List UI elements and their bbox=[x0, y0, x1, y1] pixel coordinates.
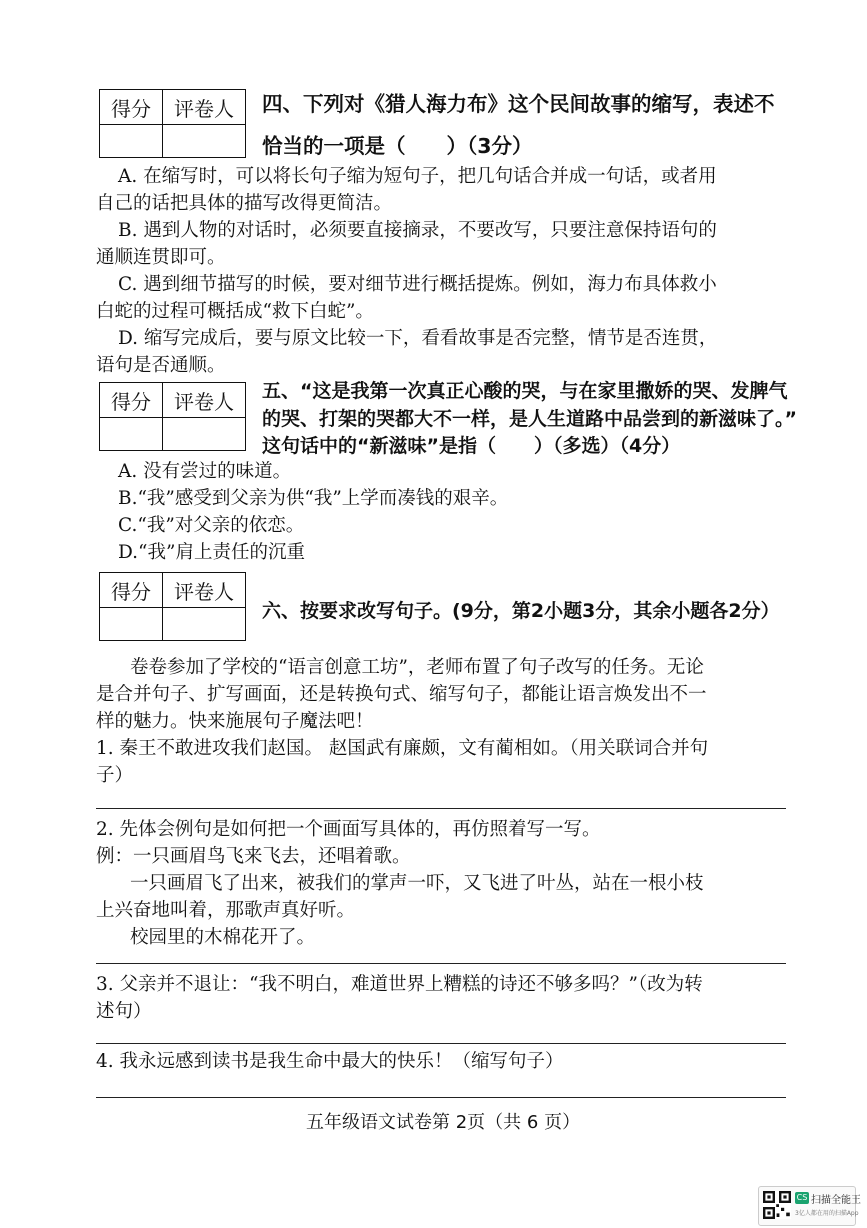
page-footer: 五年级语文试卷第 2页（共 6 页） bbox=[306, 1112, 581, 1133]
q4-line: 语句是否通顺。 bbox=[96, 355, 226, 376]
q6-item2-prompt: 校园里的木棉花开了。 bbox=[130, 927, 316, 948]
q6-item2-line: 上兴奋地叫着，那歌声真好听。 bbox=[96, 900, 356, 921]
grader-cell bbox=[163, 418, 246, 451]
q4-line: D. 缩写完成后，要与原文比较一下，看看故事是否完整，情节是否连贯， bbox=[118, 328, 718, 349]
q5-heading-line2: 的哭、打架的哭都大不一样，是人生道路中品尝到的新滋味了。” bbox=[262, 408, 797, 430]
q6-item2-line: 一只画眉飞了出来，被我们的掌声一吓，又飞进了叶丛，站在一根小枝 bbox=[130, 873, 704, 894]
score-box-q4 bbox=[99, 89, 246, 158]
q6-heading: 六、按要求改写句子。(9分，第2小题3分，其余小题各2分） bbox=[262, 600, 780, 622]
answer-line-3[interactable] bbox=[96, 1043, 786, 1044]
q4-heading-line1: 四、下列对《猎人海力布》这个民间故事的缩写，表述不 bbox=[262, 92, 775, 116]
q5-option-a: A. 没有尝过的味道。 bbox=[118, 461, 292, 482]
score-label: 得分 bbox=[100, 573, 163, 608]
grader-label: 评卷人 bbox=[163, 573, 246, 608]
score-box-q6 bbox=[99, 572, 246, 641]
score-box-q5 bbox=[99, 382, 246, 451]
q6-item2-line: 2. 先体会例句是如何把一个画面写具体的，再仿照着写一写。 bbox=[96, 819, 601, 840]
q4-line: C. 遇到细节描写的时候，要对细节进行概括提炼。例如，海力布具体救小 bbox=[118, 274, 717, 295]
q6-item4-line: 4. 我永远感到读书是我生命中最大的快乐！（缩写句子） bbox=[96, 1051, 564, 1072]
answer-line-2[interactable] bbox=[96, 963, 786, 964]
answer-line-4[interactable] bbox=[96, 1097, 786, 1098]
grader-cell bbox=[163, 125, 246, 158]
q5-option-c: C.“我”对父亲的依恋。 bbox=[118, 515, 305, 536]
q6-item2-example: 例：一只画眉鸟飞来飞去，还唱着歌。 bbox=[96, 846, 411, 867]
qr-code-icon bbox=[763, 1191, 791, 1219]
q6-item1-line: 子） bbox=[96, 765, 134, 786]
q4-line: A. 在缩写时，可以将长句子缩为短句子，把几句话合并成一句话，或者用 bbox=[118, 166, 717, 187]
q6-intro-line: 卷卷参加了学校的“语言创意工坊”，老师布置了句子改写的任务。无论 bbox=[130, 657, 704, 678]
q6-item3-line: 述句） bbox=[96, 1001, 152, 1022]
scanner-subtitle: 3亿人都在用的扫描App bbox=[795, 1210, 859, 1217]
score-label: 得分 bbox=[100, 383, 163, 418]
scanner-title: 扫描全能王 bbox=[811, 1195, 861, 1206]
score-cell bbox=[100, 608, 163, 641]
grader-label: 评卷人 bbox=[163, 383, 246, 418]
q5-heading-line3: 这句话中的“新滋味”是指（ ）（多选）（4分） bbox=[262, 435, 681, 457]
scanner-watermark bbox=[758, 1186, 861, 1226]
q6-item1-line: 1. 秦王不敢进攻我们赵国。 赵国武有廉颇，文有蔺相如。（用关联词合并句 bbox=[96, 738, 709, 759]
score-cell bbox=[100, 125, 163, 158]
q4-heading-line2: 恰当的一项是（ ）（3分） bbox=[262, 134, 533, 158]
q6-intro-line: 是合并句子、扩写画面，还是转换句式、缩写句子，都能让语言焕发出不一 bbox=[96, 684, 707, 705]
score-label: 得分 bbox=[100, 90, 163, 125]
q6-intro-line: 样的魅力。快来施展句子魔法吧！ bbox=[96, 711, 374, 732]
q4-line: 白蛇的过程可概括成“救下白蛇”。 bbox=[96, 301, 374, 322]
q4-line: 通顺连贯即可。 bbox=[96, 247, 226, 268]
grader-cell bbox=[163, 608, 246, 641]
q5-option-b: B.“我”感受到父亲为供“我”上学而凑钱的艰辛。 bbox=[118, 488, 509, 509]
score-cell bbox=[100, 418, 163, 451]
q6-item3-line: 3. 父亲并不退让：“我不明白，难道世界上糟糕的诗还不够多吗？”（改为转 bbox=[96, 974, 703, 995]
answer-line-1[interactable] bbox=[96, 808, 786, 809]
q4-line: 自己的话把具体的描写改得更简洁。 bbox=[96, 193, 393, 214]
q5-heading-line1: 五、“这是我第一次真正心酸的哭，与在家里撒娇的哭、发脾气 bbox=[262, 380, 788, 402]
grader-label: 评卷人 bbox=[163, 90, 246, 125]
q4-line: B. 遇到人物的对话时，必须要直接摘录，不要改写，只要注意保持语句的 bbox=[118, 220, 717, 241]
camscanner-logo: CS bbox=[796, 1193, 808, 1202]
q5-option-d: D.“我”肩上责任的沉重 bbox=[118, 542, 305, 563]
